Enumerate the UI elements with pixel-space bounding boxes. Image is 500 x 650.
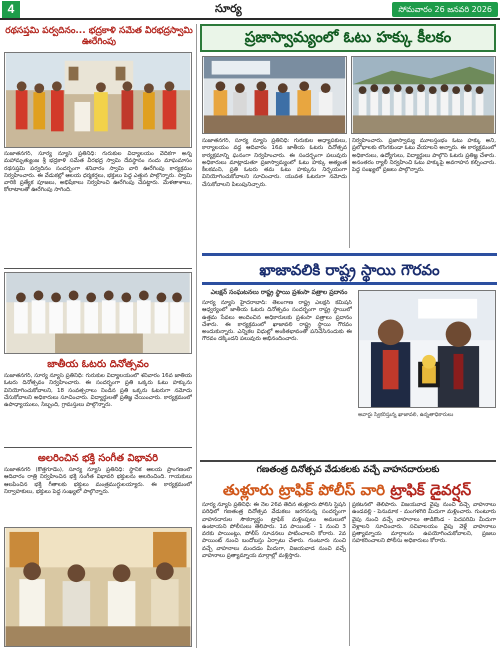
story2-body: సుజాతనగర్, సూర్య న్యూస్ ప్రతినిధి: గురుకుల విద్యాలయంలో శనివారం 16వ జాతీయ ఓటరు దినోత్సవం నిర్వహించారు. ఈ సందర్భంగా ప్రతి ఒక్కరు ఓటు హక్కును వినియోగించుకోవాలని, 18 సంవత్సరాలు నిండిన ప్రతి ఒక్కరు ఓటరుగా నమోదు చేసుకోవాలని అధికారులు సూచించారు. విద్యార్థులతో ప్రతిజ్ఞ చేయించారు. కార్యక్రమంలో ఉపాధ్యాయులు, సిబ్బంది, గ్రామస్తులు పాల్గొన్నారు.	[4, 373, 192, 409]
story1-body: సుజాతనగర్, సూర్య న్యూస్ ప్రతినిధి: గురుకుల విద్యాలయం వేదికగా అన్న మహామృత్యుంజ శ్రీ భద్రకాళి సమేత వీరభద్ర స్వామి దేవస్థానం నందు మాఘమాసం రథసప్తమి పర్వదినం సందర్భంగా శనివారం స్వామి వారి ఊరేగింపు కార్యక్రమం నిర్వహించారు. ఈ వేడుకల్లో ఆలయ ధర్మకర్తలు, భక్తులు పెద్ద ఎత్తున పాల్గొన్నారు. స్వామి వారికి ప్రత్యేక పూజలు, అభిషేకాలు నిర్వహించి ఊరేగింపు చేపట్టారు. మేళతాళాలు, కోలాటాలతో ఊరేగింపు సాగింది.	[4, 151, 192, 194]
divider	[200, 460, 496, 462]
traffic-body-left: సూర్య న్యూస్ ప్రతినిధి: ఈ నెల 26వ తేదీన తుళ్లూరు పోలీస్ స్టేషన్ పరిధిలో గణతంత్ర దినోత్సవ వేడుకలు జరగనున్న సందర్భంగా వాహనదారుల సౌకర్యార్థం ట్రాఫిక్ మళ్లింపులు అమలులో ఉంటాయని పోలీసులు తెలిపారు. 1వ పాయింట్ - 1 నుంచి 3 వరకు పాయింట్లు, పోలీస్ సూచనలు పాటించాలని కోరారు. 2వ పాయింట్ నుంచి బందోబస్తు ఏర్పాటు చేశారు. గుంటూరు నుంచి వచ్చే వాహనాలు మందడం మీదుగా, విజయవాడ నుంచి వచ్చే వాహనాలు ప్రత్యామ్నాయ మార్గాల్లో మళ్లిస్తారు.	[202, 502, 346, 560]
story2-headline: జాతీయ ఓటరు దినోత్సవం	[47, 359, 149, 370]
award-ceremony-photo	[358, 290, 496, 408]
award-subhead: ఎలక్షన్ సంఘటనలు రాష్ట్ర స్థాయి ప్రశంసా పత్రాల ప్రదానం	[210, 289, 348, 296]
award-story-body: సూర్య న్యూస్ హైదరాబాద్: తెలంగాణ రాష్ట్ర ఎలక్షన్ కమిషన్ ఆధ్వర్యంలో జాతీయ ఓటరు దినోత్సవం సందర్భంగా రాష్ట్ర స్థాయిలో ఉత్తమ సేవలు అందించిన అధికారులకు ప్రశంసా పత్రాలు ప్రదానం చేశారు. ఈ కార్యక్రమంలో ఖాజావలి రాష్ట్ర స్థాయి గౌరవం అందుకున్నారు. ఎన్నికల విధుల్లో అంకితభావంతో పనిచేసినందుకు ఈ గౌరవం దక్కిందని పలువురు అభినందించారు.	[202, 300, 352, 343]
main-banner-headline	[200, 24, 496, 52]
award-photo-caption: అవార్డు స్వీకరిస్తున్న ఖాజావలి, ఉన్నతాధికారులు	[358, 412, 454, 418]
story1-headline: రథసప్తమి పర్వదినం... భద్రకాళి సమేత వీరభద్రస్వామి ఊరేగింపు	[5, 26, 193, 47]
award-headline: ఖాజావలికి రాష్ట్ర స్థాయి గౌరవం	[259, 261, 440, 279]
traffic-body-right: ప్రకటనలో తెలిపారు. విజయవాడ వైపు నుంచి వచ్చే వాహనాలు ఉండవల్లి - పెనుమాక - మంగళగిరి మీదుగా మళ్లించారు. గుంటూరు వైపు నుంచి వచ్చే వాహనాలు తాడికొండ - పెదపరిమి మీదుగా వెళ్లాలని సూచించారు. సచివాలయం వైపు వెళ్లే వాహనాలు ప్రత్యామ్నాయ మార్గాలను ఉపయోగించుకోవాలని, ప్రజలు సహకరించాలని పోలీసు అధికారులు కోరారు.	[352, 502, 496, 545]
column-divider	[196, 24, 197, 648]
procession-photo	[4, 52, 192, 148]
traffic-kicker: గణతంత్ర దినోత్సవ వేడుకలకు వచ్చే వాహనదారులకు	[256, 465, 440, 475]
music-event-photo	[4, 527, 192, 647]
dateline: సోమవారం 26 జనవరి 2026	[392, 2, 498, 17]
award-headline-box	[202, 253, 497, 285]
main-banner-text: ప్రజాస్వామ్యంలో ఓటు హక్కు కీలకం	[244, 28, 452, 46]
voters-day-photo	[4, 272, 192, 354]
paper-name: సూర్య	[215, 2, 242, 15]
rally-photo	[351, 56, 496, 134]
voters-meeting-photo	[202, 56, 347, 134]
divider	[4, 268, 192, 269]
masthead	[0, 0, 500, 20]
traffic-headline-part2: ట్రాఫిక్ డైవర్షన్	[390, 481, 472, 499]
banner-story-body-right: నిర్వహించారు. ప్రజాస్వామ్య మూలస్తంభం ఓటు హక్కు అని, ప్రలోభాలకు లొంగకుండా ఓటు వేయాలని అన్నారు. ఈ కార్యక్రమంలో అధికారులు, ఉద్యోగులు, విద్యార్థులు పాల్గొని ఓటరు ప్రతిజ్ఞ చేశారు. అనంతరం ర్యాలీ నిర్వహించి ఓటు హక్కుపై అవగాహన కల్పించారు. పెద్ద సంఖ్యలో ప్రజలు పాల్గొన్నారు.	[352, 138, 496, 174]
column-divider	[349, 138, 350, 248]
story3-body: సుజాతనగర్ (కొత్తగూడెం), సూర్య న్యూస్ ప్రతినిధి: స్థానిక ఆలయ ప్రాంగణంలో ఆదివారం రాత్రి నిర్వహించిన భక్తి సంగీత విభావరి భక్తులను అలరించింది. గాయకులు ఆలపించిన భక్తి గీతాలకు భక్తులు మంత్రముగ్ధులయ్యారు. ఈ కార్యక్రమంలో నిర్వాహకులు, భక్తులు పెద్ద సంఖ్యలో పాల్గొన్నారు.	[4, 467, 192, 495]
column-divider	[349, 502, 350, 646]
banner-story-body-left: సుజాతనగర్, సూర్య న్యూస్ ప్రతినిధి: గురుకుల అధ్యాపకులు, కార్యాలయం వద్ద ఆదివారం 16వ జాతీయ ఓటరు దినోత్సవ కార్యక్రమాన్ని ఘనంగా నిర్వహించారు. ఈ సందర్భంగా పలువురు అధికారులు మాట్లాడుతూ ప్రజాస్వామ్యంలో ఓటు హక్కు అత్యంత కీలకమని, ప్రతి ఓటరు తమ ఓటు హక్కును నిర్భయంగా వినియోగించుకోవాలని సూచించారు. యువత ఓటరుగా నమోదు చేసుకోవాలని పిలుపునిచ్చారు.	[202, 138, 347, 188]
page-number: 4	[2, 1, 20, 18]
traffic-headline-part1: తుళ్లూరు ట్రాఫిక్ పోలీస్ వారి	[222, 481, 391, 499]
traffic-headline	[196, 481, 498, 503]
divider	[4, 447, 192, 448]
story3-headline: అలరించిన భక్తి సంగీత విభావరి	[37, 453, 159, 464]
